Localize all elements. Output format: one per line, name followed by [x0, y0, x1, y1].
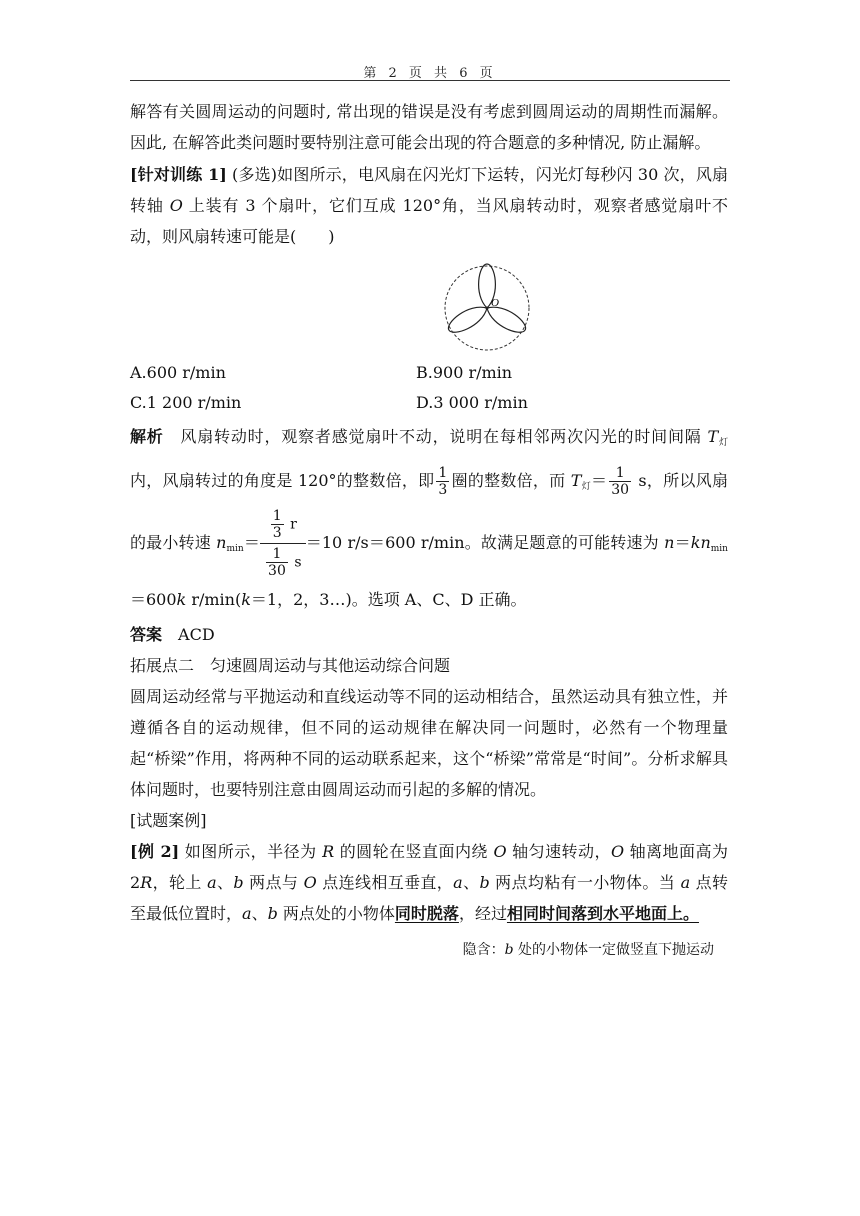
analysis-tag: 解析 — [130, 427, 164, 446]
option-b: B.900 r/min — [416, 363, 513, 382]
training-text-a: (多选)如图所示，电风扇在闪光灯下运转，闪光灯每秒闪 30 次，风扇转轴 — [130, 165, 728, 215]
lamp-subscript-2: 灯 — [581, 482, 591, 492]
analysis-text-g: ＝600 — [130, 590, 177, 609]
kn-symbol: kn — [690, 533, 711, 552]
min-subscript-2: min — [710, 544, 728, 554]
page-content — [130, 96, 728, 966]
compound-fraction: $\frac{1}{3}$ r $\frac{1}{30}$ s — [260, 506, 305, 581]
section-body: 圆周运动经常与平抛运动和直线运动等不同的运动相结合，虽然运动具有独立性，并遵循各自的运动规律，但不同的运动规律在解决同一问题时，必然有一个物理量起“桥梁”作用，将两种不同的运动联系起来，这个“桥梁”常常是“时间”。分析求解具体问题时，也要特别注意由圆周运动而引起的多解的情况。 — [130, 687, 728, 799]
fan-blade-left — [445, 301, 492, 338]
analysis-equals: ＝ — [590, 471, 608, 490]
answer-tag: 答案 — [130, 625, 163, 644]
training-question — [130, 159, 728, 252]
speed-symbol-2: n — [664, 533, 675, 552]
analysis-equals-3: ＝ — [674, 533, 691, 552]
analysis-text-f: ＝10 r/s＝600 r/min。故满足题意的可能转速为 — [305, 533, 665, 552]
training-tag: [针对训练 1] — [130, 165, 227, 184]
fan-blade-right — [483, 301, 530, 338]
period-symbol-2: T — [570, 471, 582, 490]
analysis-text-e: s，所以风扇的最小转速 — [130, 471, 728, 552]
period-symbol: T — [707, 427, 719, 446]
training-text-b: 上装有 3 个扇叶，它们互成 120°角，当风扇转动时，观察者感觉扇叶不动，则风扇转速可能是( ) — [130, 196, 728, 246]
k-symbol-2: k — [241, 590, 251, 609]
analysis-text-a: 风扇转动时，观察者感觉扇叶不动，说明在每相邻两次闪光的时间间隔 — [163, 427, 708, 446]
option-a: A.600 r/min — [130, 363, 226, 382]
min-subscript: min — [226, 544, 244, 554]
analysis-text-b: 内，风扇转过的角度是 120°的整数倍，即 — [130, 471, 435, 490]
answer-line — [130, 619, 728, 650]
page-header: 第 2 页 共 6 页 — [363, 66, 497, 81]
example-tag: [例 2] — [130, 842, 180, 861]
answer-options — [130, 358, 728, 418]
analysis-text-c: 圈的整数倍，而 — [451, 471, 571, 490]
intro-paragraph: 解答有关圆周运动的问题时, 常出现的错误是没有考虑到圆周运动的周期性而漏解。因此, 在解答此类问题时要特别注意可能会出现的符合题意的多种情况, 防止漏解。 — [130, 102, 728, 152]
fan-diagram — [130, 262, 728, 354]
fan-axis-point — [486, 307, 489, 310]
section-title: 拓展点二 匀速圆周运动与其他运动综合问题 — [130, 656, 451, 675]
option-c: C.1 200 r/min — [130, 393, 242, 412]
option-d: D.3 000 r/min — [416, 393, 528, 412]
fan-figure — [130, 262, 728, 354]
header-divider — [130, 80, 730, 81]
example-paragraph: [例 2] 如图所示，半径为 R 的圆轮在竖直面内绕 O 轴匀速转动，O 轴离地面高为 2R，轮上 a、b 两点与 O 点连线相互垂直，a、b 两点均粘有一小物体。当 a 点转至最低位置时，a、b 两点处的小物体同时脱落，经过相同时间落到水平地面上。 — [130, 842, 728, 923]
fraction-one-third: $\frac{1}{3}$ — [438, 465, 448, 498]
analysis-text-h: r/min( — [186, 590, 242, 609]
analysis-paragraph — [130, 418, 728, 619]
analysis-equals-2: ＝ — [243, 533, 261, 552]
fan-axis-label: O — [491, 297, 499, 309]
hint-note: 隐含：b 处的小物体一定做竖直下抛运动 — [462, 942, 714, 958]
k-symbol: k — [176, 590, 187, 609]
analysis-text-i: ＝1，2，3…)。选项 A、C、D 正确。 — [250, 590, 527, 609]
answer-value: ACD — [162, 625, 215, 644]
lamp-subscript: 灯 — [718, 438, 728, 448]
axis-symbol: O — [169, 196, 183, 215]
case-tag: [试题案例] — [130, 811, 207, 830]
underline-simultaneous: 同时脱落 — [394, 904, 459, 923]
speed-symbol: n — [216, 533, 227, 552]
fraction-one-thirtieth: $\frac{1}{30}$ — [611, 465, 630, 498]
underline-same-time: 相同时间落到水平地面上。 — [506, 904, 699, 923]
